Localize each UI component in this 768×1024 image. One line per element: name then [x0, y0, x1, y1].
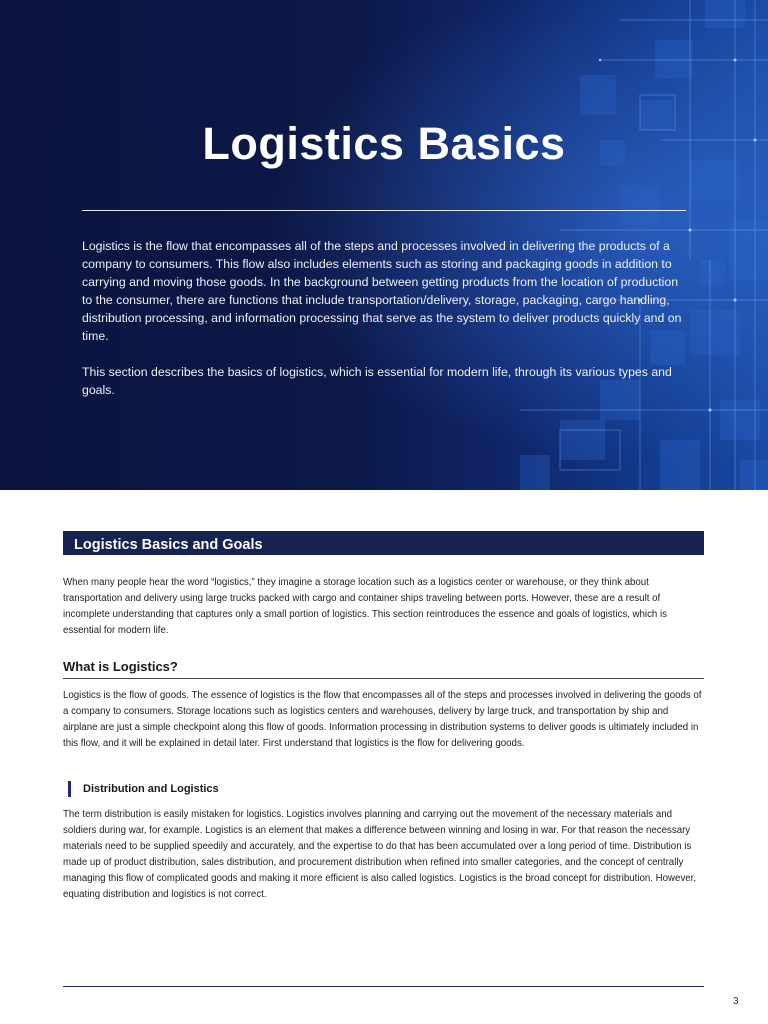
distribution-heading: Distribution and Logistics — [83, 783, 219, 795]
what-is-logistics-paragraph: Logistics is the flow of goods. The essence of logistics is the flow that encompasses all of the steps and processes involved in delivering the goods of a company to consumers. Storage locations such as logistics centers and warehouses, delivery by large truck, and transportation by ship and airplane are just a simple checkpoint along this flow of goods. Information processing in distribution systems to deliver goods is ultimately included in this flow, and it will be explained in detail later. First understand that logistics is the flow for delivering goods. — [63, 690, 702, 749]
hero-banner — [0, 0, 768, 490]
section-header-bar — [63, 531, 704, 555]
hero-summary-paragraph: This section describes the basics of logistics, which is essential for modern life, through its various types and goals. — [82, 365, 672, 397]
what-is-logistics-heading: What is Logistics? — [63, 659, 178, 674]
page-number: 3 — [733, 996, 739, 1007]
section-intro-paragraph: When many people hear the word “logistics,” they imagine a storage location such as a logistics center or warehouse, or they think about transportation and delivery using large trucks packed with cargo and container ships traveling between ports. However, these are a result of incomplete understanding that captures only a small portion of logistics. This section reintroduces the essence and goals of logistics, which is essential for modern life. — [63, 577, 667, 636]
section-title: Logistics Basics and Goals — [74, 537, 263, 553]
footer-divider — [63, 986, 704, 987]
distribution-paragraph: The term distribution is easily mistaken for logistics. Logistics involves planning and carrying out the movement of the necessary materials and soldiers during war, for example. Logistics is an element that makes a difference between winning and losing in war. For that reason the necessary materials need to be supplied speedily and accurately, and the expertise to do that has been accumulated over a long period of time. Distribution is made up of product distribution, sales distribution, and procurement distribution when refined into smaller categories, and the concept of centrally managing this flow of complicated goods and making it more efficient is also called logistics. Logistics is the broad concept for distribution. However, equating distribution and logistics is not correct. — [63, 809, 697, 900]
hero-intro-paragraph: Logistics is the flow that encompasses all of the steps and processes involved in delivering the products of a company to consumers. This flow also includes elements such as storing and packaging goods in addition to carrying and moving those goods. In the background between getting products from the location of production to the consumer, there are functions that include transportation/delivery, storage, packaging, cargo handling, distribution processing, and information processing that serve as the system to deliver products quickly and on time. — [82, 239, 682, 343]
subheading-accent-bar — [68, 781, 71, 797]
heading-underline — [63, 678, 704, 679]
page-title: Logistics Basics — [202, 118, 566, 169]
title-divider — [82, 210, 686, 211]
